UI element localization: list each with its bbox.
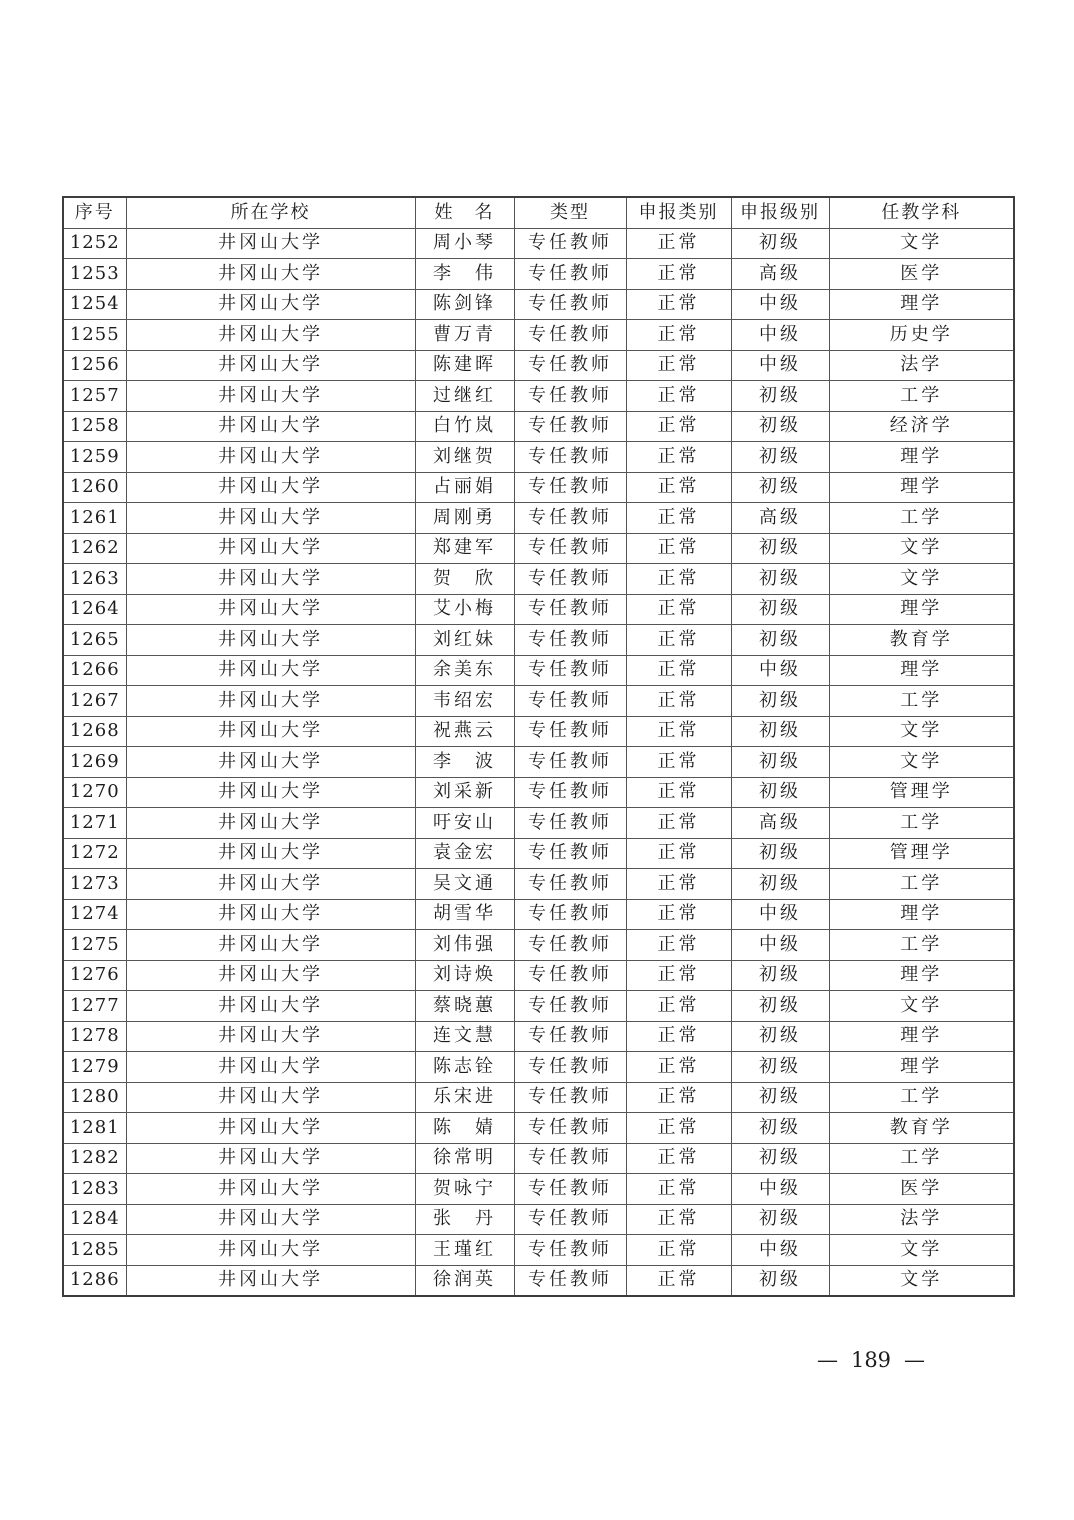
cell-level: 初级 [731,381,829,412]
cell-subject: 管理学 [829,838,1014,869]
cell-type: 专任教师 [514,960,626,991]
cell-school: 井冈山大学 [126,594,415,625]
table-row [63,625,1014,656]
cell-subject: 法学 [829,350,1014,381]
cell-school: 井冈山大学 [126,1235,415,1266]
column-header-no: 序号 [63,197,126,228]
cell-name: 白竹岚 [415,411,514,442]
cell-school: 井冈山大学 [126,625,415,656]
table-row [63,564,1014,595]
cell-category: 正常 [626,381,731,412]
cell-subject: 管理学 [829,777,1014,808]
cell-type: 专任教师 [514,1204,626,1235]
cell-no: 1261 [63,503,126,534]
table-row [63,991,1014,1022]
cell-level: 初级 [731,991,829,1022]
cell-category: 正常 [626,625,731,656]
cell-level: 初级 [731,1265,829,1296]
cell-school: 井冈山大学 [126,1082,415,1113]
cell-subject: 法学 [829,1204,1014,1235]
cell-no: 1286 [63,1265,126,1296]
column-header-type: 类型 [514,197,626,228]
cell-school: 井冈山大学 [126,716,415,747]
cell-name: 曹万青 [415,320,514,351]
cell-subject: 工学 [829,1082,1014,1113]
cell-type: 专任教师 [514,381,626,412]
page-number [796,1348,946,1372]
cell-school: 井冈山大学 [126,472,415,503]
cell-no: 1277 [63,991,126,1022]
cell-subject: 工学 [829,1143,1014,1174]
page-number-left-dash: — [816,1348,838,1372]
cell-school: 井冈山大学 [126,381,415,412]
cell-level: 初级 [731,533,829,564]
cell-category: 正常 [626,930,731,961]
cell-no: 1270 [63,777,126,808]
column-header-level: 申报级别 [731,197,829,228]
cell-category: 正常 [626,686,731,717]
cell-type: 专任教师 [514,869,626,900]
cell-name: 徐润英 [415,1265,514,1296]
cell-school: 井冈山大学 [126,747,415,778]
cell-subject: 经济学 [829,411,1014,442]
table-row [63,442,1014,473]
cell-level: 中级 [731,1235,829,1266]
cell-type: 专任教师 [514,259,626,290]
cell-subject: 医学 [829,259,1014,290]
table-row [63,1082,1014,1113]
cell-level: 初级 [731,625,829,656]
cell-type: 专任教师 [514,1265,626,1296]
cell-subject: 文学 [829,1265,1014,1296]
cell-level: 中级 [731,655,829,686]
cell-type: 专任教师 [514,1143,626,1174]
cell-level: 中级 [731,320,829,351]
table-row [63,1113,1014,1144]
cell-category: 正常 [626,228,731,259]
cell-level: 初级 [731,960,829,991]
cell-name: 陈志铨 [415,1052,514,1083]
cell-name: 周小琴 [415,228,514,259]
cell-no: 1267 [63,686,126,717]
cell-school: 井冈山大学 [126,869,415,900]
cell-subject: 文学 [829,228,1014,259]
cell-level: 初级 [731,472,829,503]
cell-category: 正常 [626,289,731,320]
cell-school: 井冈山大学 [126,564,415,595]
cell-category: 正常 [626,1082,731,1113]
table-row [63,777,1014,808]
cell-level: 初级 [731,411,829,442]
table-row [63,869,1014,900]
table-row [63,716,1014,747]
cell-type: 专任教师 [514,747,626,778]
cell-no: 1263 [63,564,126,595]
cell-subject: 工学 [829,869,1014,900]
cell-category: 正常 [626,838,731,869]
cell-no: 1260 [63,472,126,503]
cell-category: 正常 [626,1113,731,1144]
cell-name: 蔡晓蕙 [415,991,514,1022]
cell-category: 正常 [626,899,731,930]
cell-type: 专任教师 [514,350,626,381]
cell-category: 正常 [626,1235,731,1266]
cell-no: 1256 [63,350,126,381]
cell-name: 连文慧 [415,1021,514,1052]
cell-subject: 理学 [829,1021,1014,1052]
cell-category: 正常 [626,1143,731,1174]
cell-no: 1281 [63,1113,126,1144]
cell-category: 正常 [626,564,731,595]
cell-category: 正常 [626,472,731,503]
cell-category: 正常 [626,442,731,473]
cell-subject: 工学 [829,503,1014,534]
cell-level: 中级 [731,930,829,961]
cell-no: 1275 [63,930,126,961]
cell-school: 井冈山大学 [126,1021,415,1052]
cell-no: 1283 [63,1174,126,1205]
cell-name: 刘诗焕 [415,960,514,991]
cell-type: 专任教师 [514,625,626,656]
cell-category: 正常 [626,320,731,351]
cell-level: 中级 [731,899,829,930]
cell-subject: 教育学 [829,625,1014,656]
cell-subject: 理学 [829,594,1014,625]
cell-subject: 历史学 [829,320,1014,351]
cell-level: 初级 [731,594,829,625]
cell-name: 乐宋进 [415,1082,514,1113]
table-row [63,1265,1014,1296]
cell-school: 井冈山大学 [126,899,415,930]
table-row [63,411,1014,442]
cell-school: 井冈山大学 [126,1204,415,1235]
cell-name: 徐常明 [415,1143,514,1174]
cell-name: 陈建晖 [415,350,514,381]
cell-name: 贺 欣 [415,564,514,595]
cell-school: 井冈山大学 [126,533,415,564]
cell-category: 正常 [626,808,731,839]
cell-type: 专任教师 [514,1052,626,1083]
table-row [63,381,1014,412]
cell-type: 专任教师 [514,564,626,595]
cell-no: 1257 [63,381,126,412]
cell-type: 专任教师 [514,777,626,808]
cell-category: 正常 [626,259,731,290]
cell-subject: 文学 [829,533,1014,564]
page-number-right-dash: — [904,1348,926,1372]
table-row [63,472,1014,503]
cell-category: 正常 [626,716,731,747]
cell-category: 正常 [626,1052,731,1083]
cell-name: 贺咏宁 [415,1174,514,1205]
cell-no: 1273 [63,869,126,900]
cell-school: 井冈山大学 [126,320,415,351]
cell-school: 井冈山大学 [126,686,415,717]
cell-name: 胡雪华 [415,899,514,930]
cell-school: 井冈山大学 [126,259,415,290]
cell-level: 初级 [731,747,829,778]
cell-name: 吁安山 [415,808,514,839]
table-row [63,350,1014,381]
header-row [63,197,1014,228]
cell-subject: 医学 [829,1174,1014,1205]
cell-subject: 理学 [829,655,1014,686]
cell-no: 1262 [63,533,126,564]
cell-school: 井冈山大学 [126,808,415,839]
cell-category: 正常 [626,503,731,534]
cell-type: 专任教师 [514,899,626,930]
cell-level: 初级 [731,869,829,900]
cell-level: 初级 [731,1204,829,1235]
cell-no: 1252 [63,228,126,259]
cell-category: 正常 [626,869,731,900]
cell-subject: 理学 [829,289,1014,320]
cell-type: 专任教师 [514,1021,626,1052]
cell-type: 专任教师 [514,289,626,320]
cell-level: 初级 [731,716,829,747]
cell-no: 1274 [63,899,126,930]
cell-subject: 工学 [829,930,1014,961]
cell-name: 张 丹 [415,1204,514,1235]
cell-name: 韦绍宏 [415,686,514,717]
cell-category: 正常 [626,350,731,381]
cell-subject: 理学 [829,1052,1014,1083]
cell-subject: 工学 [829,808,1014,839]
cell-level: 初级 [731,564,829,595]
cell-level: 初级 [731,1143,829,1174]
cell-level: 高级 [731,259,829,290]
cell-no: 1278 [63,1021,126,1052]
table-row [63,838,1014,869]
table-row [63,808,1014,839]
cell-school: 井冈山大学 [126,1143,415,1174]
cell-no: 1255 [63,320,126,351]
cell-school: 井冈山大学 [126,991,415,1022]
cell-no: 1268 [63,716,126,747]
cell-type: 专任教师 [514,686,626,717]
table-body [63,228,1014,1296]
cell-school: 井冈山大学 [126,289,415,320]
cell-level: 中级 [731,1174,829,1205]
cell-name: 陈剑锋 [415,289,514,320]
cell-subject: 文学 [829,1235,1014,1266]
column-header-category: 申报类别 [626,197,731,228]
cell-school: 井冈山大学 [126,1265,415,1296]
table-row [63,655,1014,686]
cell-type: 专任教师 [514,503,626,534]
table-row [63,930,1014,961]
cell-subject: 教育学 [829,1113,1014,1144]
cell-level: 中级 [731,350,829,381]
table-row [63,289,1014,320]
cell-no: 1254 [63,289,126,320]
cell-type: 专任教师 [514,472,626,503]
cell-category: 正常 [626,533,731,564]
cell-category: 正常 [626,1204,731,1235]
cell-subject: 文学 [829,716,1014,747]
cell-type: 专任教师 [514,594,626,625]
table-row [63,1021,1014,1052]
cell-subject: 文学 [829,991,1014,1022]
cell-no: 1271 [63,808,126,839]
table-row [63,686,1014,717]
cell-no: 1279 [63,1052,126,1083]
cell-name: 李 伟 [415,259,514,290]
table-row [63,533,1014,564]
table-row [63,1052,1014,1083]
teacher-roster-table [62,196,1015,1297]
cell-name: 艾小梅 [415,594,514,625]
cell-name: 祝燕云 [415,716,514,747]
cell-level: 初级 [731,686,829,717]
table-row [63,747,1014,778]
cell-name: 郑建军 [415,533,514,564]
cell-school: 井冈山大学 [126,442,415,473]
cell-name: 刘继贺 [415,442,514,473]
cell-level: 高级 [731,808,829,839]
cell-no: 1258 [63,411,126,442]
cell-category: 正常 [626,1265,731,1296]
cell-subject: 理学 [829,472,1014,503]
cell-name: 刘伟强 [415,930,514,961]
cell-subject: 理学 [829,960,1014,991]
cell-subject: 文学 [829,564,1014,595]
cell-name: 袁金宏 [415,838,514,869]
cell-school: 井冈山大学 [126,960,415,991]
cell-level: 初级 [731,838,829,869]
cell-category: 正常 [626,594,731,625]
cell-type: 专任教师 [514,320,626,351]
cell-type: 专任教师 [514,838,626,869]
cell-type: 专任教师 [514,1113,626,1144]
cell-school: 井冈山大学 [126,1174,415,1205]
table-row [63,960,1014,991]
cell-no: 1269 [63,747,126,778]
cell-category: 正常 [626,1174,731,1205]
cell-school: 井冈山大学 [126,777,415,808]
cell-type: 专任教师 [514,1174,626,1205]
cell-subject: 文学 [829,747,1014,778]
cell-school: 井冈山大学 [126,838,415,869]
cell-school: 井冈山大学 [126,1052,415,1083]
cell-level: 初级 [731,1021,829,1052]
cell-name: 过继红 [415,381,514,412]
column-header-name: 姓 名 [415,197,514,228]
cell-no: 1285 [63,1235,126,1266]
cell-category: 正常 [626,411,731,442]
cell-subject: 工学 [829,381,1014,412]
cell-level: 初级 [731,228,829,259]
cell-no: 1276 [63,960,126,991]
cell-name: 吴文通 [415,869,514,900]
cell-type: 专任教师 [514,991,626,1022]
page-number-value: 189 [850,1348,892,1372]
cell-name: 余美东 [415,655,514,686]
cell-category: 正常 [626,655,731,686]
cell-level: 中级 [731,289,829,320]
cell-school: 井冈山大学 [126,1113,415,1144]
table-row [63,503,1014,534]
cell-type: 专任教师 [514,533,626,564]
table-row [63,594,1014,625]
cell-level: 初级 [731,1082,829,1113]
cell-name: 刘采新 [415,777,514,808]
table-row [63,1235,1014,1266]
cell-no: 1280 [63,1082,126,1113]
cell-level: 高级 [731,503,829,534]
cell-type: 专任教师 [514,930,626,961]
table-row [63,1174,1014,1205]
cell-name: 占丽娟 [415,472,514,503]
cell-level: 初级 [731,777,829,808]
cell-category: 正常 [626,777,731,808]
table-row [63,1143,1014,1174]
table-row [63,1204,1014,1235]
cell-name: 王瑾红 [415,1235,514,1266]
table-row [63,899,1014,930]
cell-type: 专任教师 [514,1082,626,1113]
cell-type: 专任教师 [514,808,626,839]
cell-level: 初级 [731,1113,829,1144]
table-row [63,320,1014,351]
table-row [63,259,1014,290]
cell-type: 专任教师 [514,655,626,686]
cell-type: 专任教师 [514,1235,626,1266]
cell-no: 1266 [63,655,126,686]
column-header-school: 所在学校 [126,197,415,228]
cell-school: 井冈山大学 [126,503,415,534]
cell-category: 正常 [626,991,731,1022]
cell-no: 1272 [63,838,126,869]
cell-type: 专任教师 [514,716,626,747]
cell-school: 井冈山大学 [126,411,415,442]
cell-name: 刘红妹 [415,625,514,656]
cell-category: 正常 [626,1021,731,1052]
cell-category: 正常 [626,747,731,778]
cell-no: 1284 [63,1204,126,1235]
cell-school: 井冈山大学 [126,655,415,686]
cell-type: 专任教师 [514,442,626,473]
cell-school: 井冈山大学 [126,930,415,961]
cell-subject: 理学 [829,442,1014,473]
cell-name: 李 波 [415,747,514,778]
cell-subject: 理学 [829,899,1014,930]
cell-school: 井冈山大学 [126,350,415,381]
cell-subject: 工学 [829,686,1014,717]
cell-no: 1282 [63,1143,126,1174]
cell-name: 陈 婧 [415,1113,514,1144]
cell-no: 1259 [63,442,126,473]
cell-level: 初级 [731,1052,829,1083]
cell-school: 井冈山大学 [126,228,415,259]
cell-type: 专任教师 [514,228,626,259]
cell-no: 1264 [63,594,126,625]
cell-name: 周刚勇 [415,503,514,534]
cell-category: 正常 [626,960,731,991]
cell-no: 1253 [63,259,126,290]
table-row [63,228,1014,259]
column-header-subject: 任教学科 [829,197,1014,228]
cell-no: 1265 [63,625,126,656]
cell-type: 专任教师 [514,411,626,442]
cell-level: 初级 [731,442,829,473]
